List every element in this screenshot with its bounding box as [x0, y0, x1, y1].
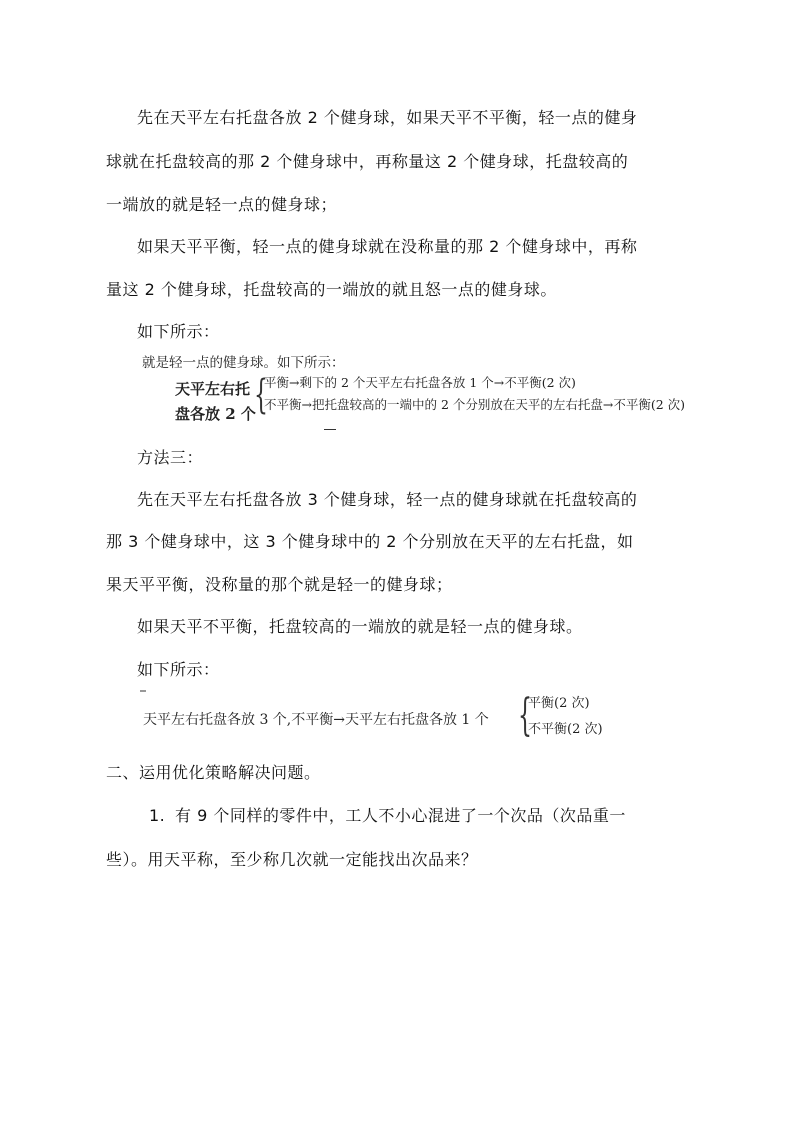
method-3-heading: 方法三： — [137, 448, 204, 467]
scan2-branch-2: 不平衡(2 次) — [528, 722, 603, 737]
scan2-stray-mark — [140, 690, 146, 692]
scan1-stray-mark — [324, 429, 336, 430]
as-shown-label-1: 如下所示： — [137, 322, 220, 341]
paragraph-1-line-2: 球就在托盘较高的那 2 个健身球中，再称量这 2 个健身球，托盘较高的 — [106, 152, 629, 171]
scan2-brace: { — [518, 690, 532, 741]
as-shown-label-2: 如下所示： — [137, 660, 220, 679]
paragraph-3-line-2: 那 3 个健身球中，这 3 个健身球中的 2 个分别放在天平的左右托盘，如 — [106, 532, 634, 551]
paragraph-2-line-2: 量这 2 个健身球，托盘较高的一端放的就且怒一点的健身球。 — [106, 280, 557, 299]
scan1-left-line-2: 盘各放 2 个 — [175, 405, 256, 423]
section-2-heading: 二、运用优化策略解决问题。 — [106, 763, 321, 782]
paragraph-4: 如果天平不平衡，托盘较高的一端放的就是轻一点的健身球。 — [137, 617, 583, 636]
paragraph-3-line-3: 果天平平衡，没称量的那个就是轻一的健身球； — [106, 575, 453, 594]
scan1-branch-1: 平衡→剩下的 2 个天平左右托盘各放 1 个→不平衡(2 次) — [264, 375, 576, 390]
paragraph-3-line-1: 先在天平左右托盘各放 3 个健身球，轻一点的健身球就在托盘较高的 — [137, 490, 638, 509]
question-1-line-1: 有 9 个同样的零件中，工人不小心混进了一个次品（次品重一 — [175, 806, 626, 825]
paragraph-2-line-1: 如果天平平衡，轻一点的健身球就在没称量的那 2 个健身球中，再称 — [137, 237, 638, 256]
scan2-branch-1: 平衡(2 次) — [528, 696, 590, 711]
scan1-branch-2: 不平衡→把托盘较高的一端中的 2 个分别放在天平的左右托盘→不平衡(2 次) — [264, 397, 686, 412]
paragraph-1-line-1: 先在天平左右托盘各放 2 个健身球，如果天平不平衡，轻一点的健身 — [137, 108, 638, 127]
scan1-left-line-1: 天平左右托 — [175, 380, 251, 398]
scan1-caption: 就是轻一点的健身球。如下所示： — [142, 355, 345, 371]
scan2-main: 天平左右托盘各放 3 个,不平衡→天平左右托盘各放 1 个 — [143, 712, 489, 728]
scan1-brace: { — [254, 372, 268, 418]
question-1-line-2: 些）。用天平称，至少称几次就一定能找出次品来？ — [106, 850, 478, 869]
question-1-number: 1. — [149, 806, 166, 825]
paragraph-1-line-3: 一端放的就是轻一点的健身球； — [106, 195, 338, 214]
